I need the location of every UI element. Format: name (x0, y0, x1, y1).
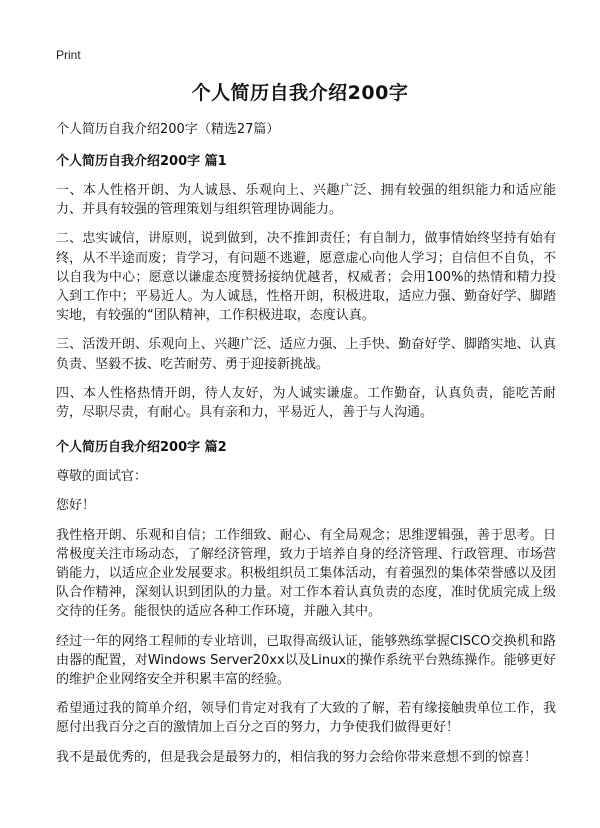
greeting-line: 您好！ (56, 498, 96, 514)
greeting-line: 尊敬的面试官： (56, 469, 148, 485)
paragraph: 经过一年的网络工程师的专业培训，已取得高级认证，能够熟练掌握CISCO交换机和路由器的配置，对Windows Server20xx以及Linux的操作系统平台熟练操作。能够更好的维护企业网络安全并积累丰富的经验。 (56, 633, 556, 688)
paragraph: 二、忠实诚信，讲原则，说到做到，决不推卸责任；有自制力，做事情始终坚持有始有终，从不半途而废；肯学习，有问题不逃避，愿意虚心向他人学习；自信但不自负，不以自我为中心；愿意以谦虚态度赞扬接纳优越者，权威者；会用100%的热情和精力投入到工作中；平易近人。为人诚恳，性格开朗，积极进取，适应力强、勤奋好学、脚踏实地，有较强的“团队精神，工作积极进取，态度认真。 (56, 231, 556, 324)
document-body (56, 120, 556, 777)
section-heading: 个人简历自我介绍200字 篇2 (56, 440, 227, 456)
section-1 (56, 152, 556, 422)
paragraph: 希望通过我的简单介绍，领导们肯定对我有了大致的了解，若有缘接触贵单位工作，我愿付出我百分之百的激情加上百分之百的努力，力争使我们做得更好！ (56, 701, 556, 736)
paragraph: 我不是最优秀的，但是我会是最努力的，相信我的努力会给你带来意想不到的惊喜！ (56, 749, 538, 765)
paragraph: 四、本人性格热情开朗，待人友好，为人诚实谦虚。工作勤奋，认真负责，能吃苦耐劳，尽职尽责，有耐心。具有亲和力，平易近人，善于与人沟通。 (56, 385, 556, 421)
section-2 (56, 438, 556, 767)
paragraph: 一、本人性格开朗、为人诚恳、乐观向上、兴趣广泛、拥有较强的组织能力和适应能力、并具有较强的管理策划与组织管理协调能力。 (56, 183, 556, 218)
document-subtitle: 个人简历自我介绍200字（精选27篇） (56, 122, 280, 137)
paragraph: 三、活泼开朗、乐观向上、兴趣广泛、适应力强、上手快、勤奋好学、脚踏实地、认真负责、坚毅不拔、吃苦耐劳、勇于迎接新挑战。 (56, 337, 556, 372)
section-heading: 个人简历自我介绍200字 篇1 (56, 154, 227, 169)
paragraph: 我性格开朗、乐观和自信；工作细致、耐心、有全局观念；思维逻辑强，善于思考。日常极度关注市场动态，了解经济管理，致力于培养自身的经济管理、行政管理、市场营销能力，以适应企业发展要求。积极组织员工集体活动，有着强烈的集体荣誉感以及团队合作精神，深刻认识到团队的力量。对工作本着认真负责的态度，准时优质完成上级交待的任务。能很快的适应各种工作环境，并融入其中。 (56, 527, 556, 620)
document-title: 个人简历自我介绍200字 (191, 82, 409, 104)
print-link[interactable]: Print (56, 48, 81, 62)
